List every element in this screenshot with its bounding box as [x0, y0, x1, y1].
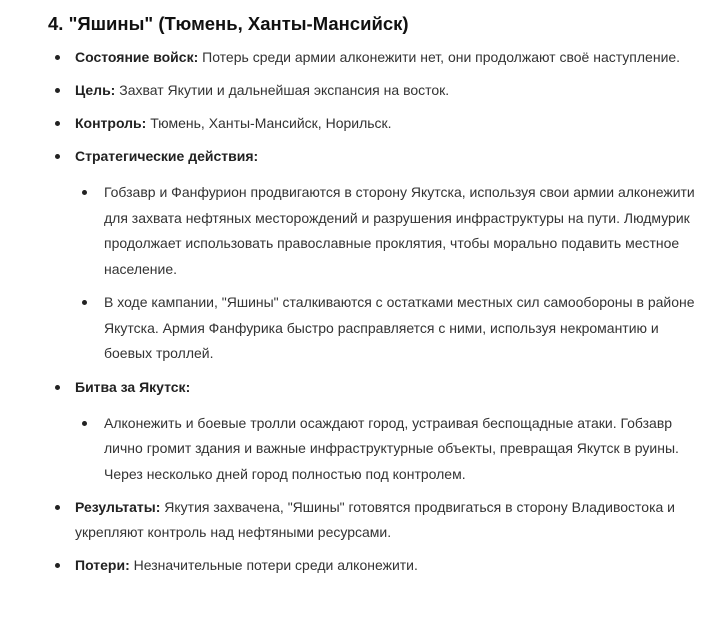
list-item-battle-yakutsk	[48, 375, 700, 488]
bullet-icon	[82, 300, 87, 305]
sub-item-text: Гобзавр и Фанфурион продвигаются в сторону Якутска, используя свои армии алконежити для захвата нефтяных месторождений и разрушения инфраструктуры на пути. Людмурик продолжает использовать православные проклятия, чтобы морально подавить местное население.	[104, 184, 695, 277]
item-label: Стратегические действия:	[75, 148, 259, 164]
item-text: Захват Якутии и дальнейшая экспансия на восток.	[115, 82, 450, 98]
item-label: Цель:	[75, 82, 116, 98]
sub-list-item	[75, 180, 700, 282]
section-heading: 4. "Яшины" (Тюмень, Ханты-Мансийск)	[48, 13, 409, 34]
list-item-goal	[48, 78, 700, 103]
bullet-icon	[55, 88, 60, 93]
list-item-losses	[48, 553, 700, 578]
item-label: Контроль:	[75, 115, 147, 131]
sub-list-item	[75, 411, 700, 488]
list-item-strategic-actions	[48, 144, 700, 367]
bullet-icon	[55, 385, 60, 390]
sub-item-text: Алконежить и боевые тролли осаждают город, устраивая беспощадные атаки. Гобзавр лично громит здания и важные инфраструктурные объекты, превращая Якутск в руины. Через несколько дней город полностью под контролем.	[104, 414, 679, 482]
item-label: Потери:	[75, 557, 130, 573]
list-item-results	[48, 495, 700, 545]
bullet-icon	[55, 121, 60, 126]
bullet-icon	[82, 190, 87, 195]
bullet-icon	[55, 154, 60, 159]
bullet-icon	[55, 55, 60, 60]
list-item-troop-state	[48, 45, 700, 70]
sub-item-text: В ходе кампании, "Яшины" сталкиваются с остатками местных сил самообороны в районе Якутска. Армия Фанфурика быстро расправляется с ними, используя некромантию и боевых троллей.	[104, 294, 695, 361]
item-text: Незначительные потери среди алконежити.	[129, 557, 418, 573]
item-label: Результаты:	[75, 499, 161, 515]
item-text: Потерь среди армии алконежити нет, они продолжают своё наступление.	[198, 49, 681, 65]
faction-status-list	[48, 45, 700, 578]
sub-list	[75, 180, 700, 367]
item-label: Битва за Якутск:	[75, 378, 191, 395]
bullet-icon	[82, 421, 87, 426]
item-label: Состояние войск:	[75, 49, 199, 65]
list-item-control	[48, 111, 700, 136]
item-text: Якутия захвачена, "Яшины" готовятся продвигаться в сторону Владивостока и укрепляют контроль над нефтяными ресурсами.	[75, 499, 675, 540]
sub-list	[75, 411, 700, 488]
item-text: Тюмень, Ханты-Мансийск, Норильск.	[146, 115, 392, 131]
bullet-icon	[55, 505, 60, 510]
bullet-icon	[55, 563, 60, 568]
sub-list-item	[75, 290, 700, 367]
